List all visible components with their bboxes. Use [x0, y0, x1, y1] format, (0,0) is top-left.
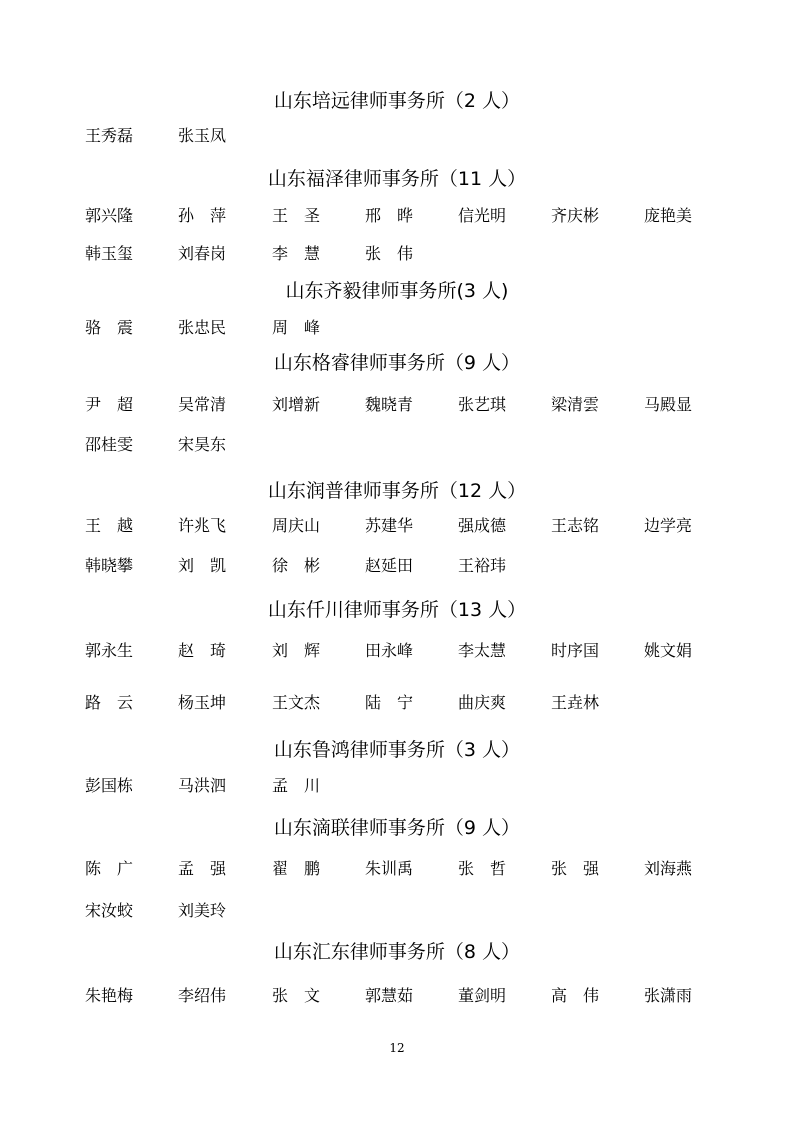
- lawyer-name: 杨玉坤: [178, 693, 227, 712]
- firm-heading: 山东仟川律师事务所（13 人）: [267, 599, 527, 621]
- lawyer-name: 宋昊东: [178, 435, 227, 454]
- lawyer-name: 邢 晔: [365, 206, 414, 225]
- lawyer-name: 梁清雲: [551, 395, 600, 414]
- lawyer-name: 李太慧: [458, 641, 507, 660]
- firm-heading: 山东齐毅律师事务所(3 人): [285, 280, 509, 302]
- lawyer-name: 朱艳梅: [85, 986, 134, 1005]
- lawyer-name: 马殿显: [644, 395, 693, 414]
- lawyer-name: 张潇雨: [644, 986, 693, 1005]
- lawyer-name: 王裕玮: [458, 556, 507, 575]
- firm-heading: 山东汇东律师事务所（8 人）: [273, 941, 521, 963]
- lawyer-name: 刘海燕: [644, 859, 693, 878]
- lawyer-name: 周 峰: [272, 318, 321, 337]
- firm-heading: 山东福泽律师事务所（11 人）: [267, 168, 527, 190]
- firm-heading: 山东润普律师事务所（12 人）: [267, 480, 527, 502]
- lawyer-name: 许兆飞: [178, 516, 227, 535]
- lawyer-name: 路 云: [85, 693, 134, 712]
- lawyer-name: 徐 彬: [272, 556, 321, 575]
- lawyer-name: 宋汝蛟: [85, 901, 134, 920]
- lawyer-name: 高 伟: [551, 986, 600, 1005]
- lawyer-name: 赵 琦: [178, 641, 227, 660]
- lawyer-name: 张 伟: [365, 244, 414, 263]
- lawyer-name: 庞艳美: [644, 206, 693, 225]
- lawyer-name: 曲庆爽: [458, 693, 507, 712]
- lawyer-name: 郭慧茹: [365, 986, 414, 1005]
- lawyer-name: 王文杰: [272, 693, 321, 712]
- lawyer-name: 马洪泗: [178, 776, 227, 795]
- lawyer-name: 李绍伟: [178, 986, 227, 1005]
- firm-heading: 山东培远律师事务所（2 人）: [273, 90, 521, 112]
- lawyer-name: 王志铭: [551, 516, 600, 535]
- lawyer-name: 王 越: [85, 516, 134, 535]
- lawyer-name: 孟 川: [272, 776, 321, 795]
- lawyer-name: 孟 强: [178, 859, 227, 878]
- lawyer-name: 信光明: [458, 206, 507, 225]
- lawyer-name: 周庆山: [272, 516, 321, 535]
- lawyer-name: 翟 鹏: [272, 859, 321, 878]
- lawyer-name: 张 文: [272, 986, 321, 1005]
- lawyer-name: 韩玉玺: [85, 244, 134, 263]
- lawyer-name: 时序国: [551, 641, 600, 660]
- lawyer-name: 王垚林: [551, 693, 600, 712]
- lawyer-name: 赵延田: [365, 556, 414, 575]
- firm-heading: 山东滴联律师事务所（9 人）: [273, 817, 521, 839]
- lawyer-name: 苏建华: [365, 516, 414, 535]
- lawyer-name: 张艺琪: [458, 395, 507, 414]
- lawyer-name: 张忠民: [178, 318, 227, 337]
- page-number: 12: [389, 1041, 405, 1055]
- lawyer-name: 孙 萍: [178, 206, 227, 225]
- lawyer-name: 边学亮: [644, 516, 693, 535]
- lawyer-name: 郭兴隆: [85, 206, 134, 225]
- firm-heading: 山东格睿律师事务所（9 人）: [273, 352, 521, 374]
- lawyer-name: 齐庆彬: [551, 206, 600, 225]
- lawyer-name: 张 强: [551, 859, 600, 878]
- lawyer-name: 尹 超: [85, 395, 134, 414]
- lawyer-name: 陆 宁: [365, 693, 414, 712]
- lawyer-name: 王秀磊: [85, 126, 134, 145]
- lawyer-name: 张玉凤: [178, 126, 227, 145]
- firm-heading: 山东鲁鸿律师事务所（3 人）: [273, 739, 521, 761]
- lawyer-name: 刘美玲: [178, 901, 227, 920]
- lawyer-name: 董剑明: [458, 986, 507, 1005]
- lawyer-name: 吴常清: [178, 395, 227, 414]
- lawyer-name: 郭永生: [85, 641, 134, 660]
- lawyer-name: 彭国栋: [85, 776, 134, 795]
- lawyer-name: 朱训禹: [365, 859, 414, 878]
- lawyer-name: 王 圣: [272, 206, 321, 225]
- lawyer-name: 强成德: [458, 516, 507, 535]
- lawyer-name: 陈 广: [85, 859, 134, 878]
- lawyer-name: 魏晓青: [365, 395, 414, 414]
- lawyer-name: 姚文娟: [644, 641, 693, 660]
- lawyer-name: 李 慧: [272, 244, 321, 263]
- lawyer-name: 田永峰: [365, 641, 414, 660]
- lawyer-name: 张 哲: [458, 859, 507, 878]
- lawyer-name: 邵桂雯: [85, 435, 134, 454]
- lawyer-name: 骆 震: [85, 318, 134, 337]
- lawyer-name: 刘春岗: [178, 244, 227, 263]
- lawyer-name: 刘 凯: [178, 556, 227, 575]
- lawyer-name: 刘增新: [272, 395, 321, 414]
- lawyer-name: 刘 辉: [272, 641, 321, 660]
- lawyer-name: 韩晓攀: [85, 556, 134, 575]
